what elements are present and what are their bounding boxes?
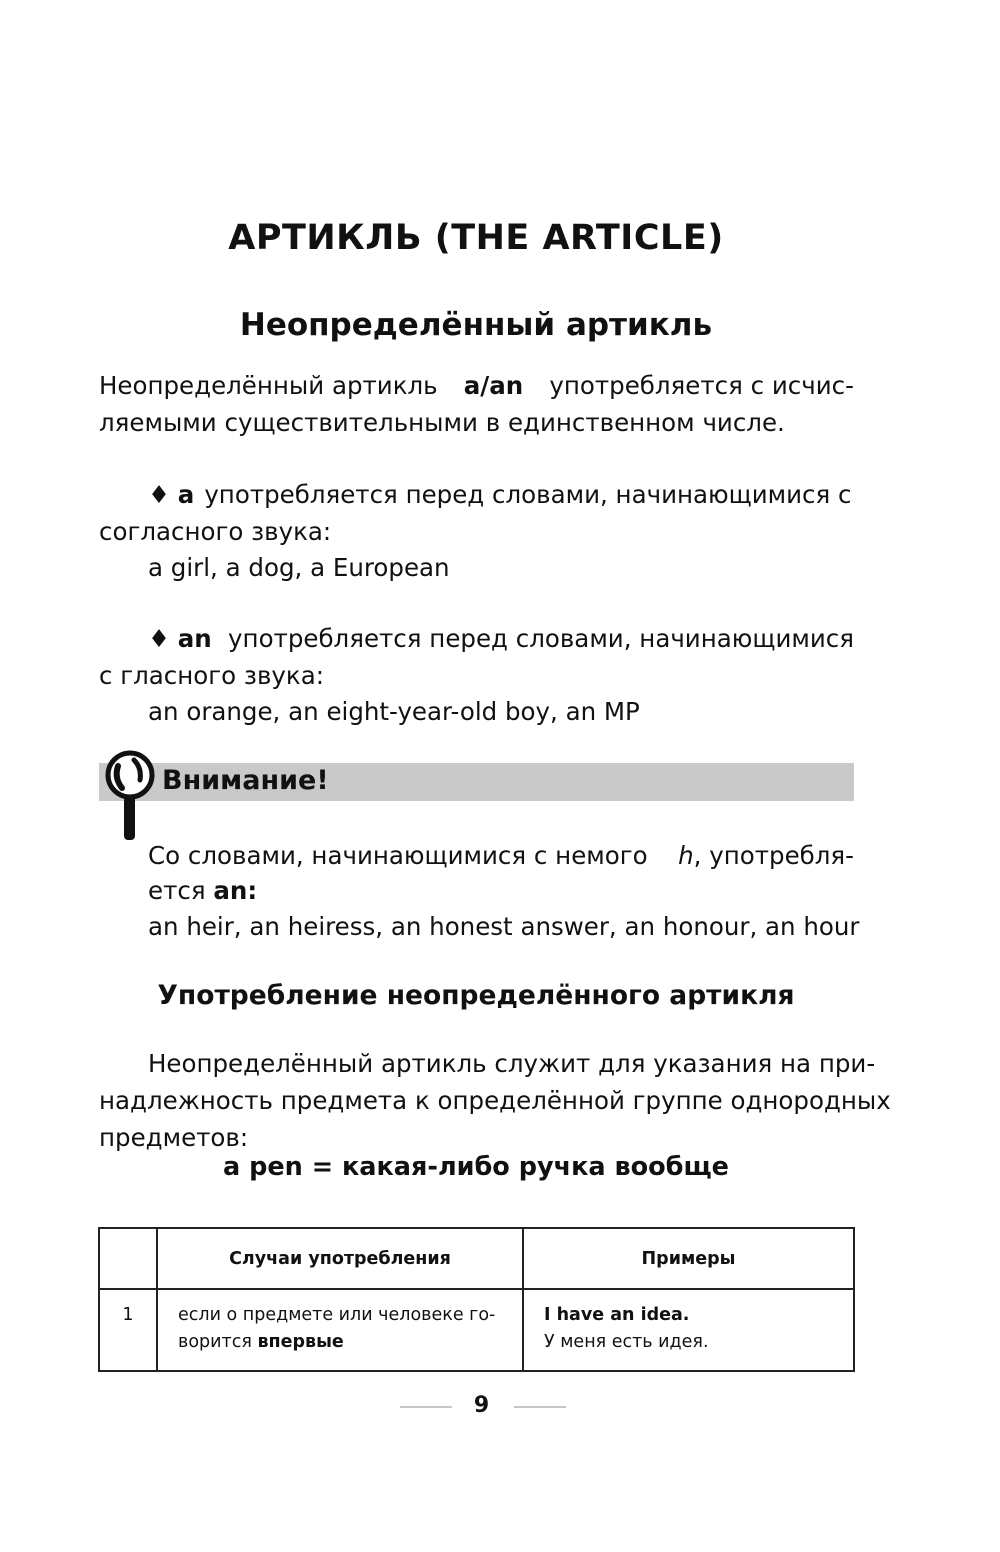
rule-an-line-2: с гласного звука: <box>99 661 324 690</box>
table-header-num <box>99 1228 157 1289</box>
rule-a-line-2: согласного звука: <box>99 517 332 546</box>
page-number: 9 <box>473 1393 490 1418</box>
usage-title: Употребление неопределённого артикля <box>157 980 795 1011</box>
usage-line-3: предметов: <box>99 1123 249 1152</box>
usage-line-1: Неопределённый артикль служит для указания на при- <box>148 1049 876 1078</box>
usage-formula: a pen = какая-либо ручка вообще <box>223 1152 729 1182</box>
rule-a-line-1: ♦ a употребляется перед словами, начинающимися с <box>148 480 852 509</box>
table-cell-case: если о предмете или человеке го- ворится впервые <box>157 1289 523 1371</box>
table-header-row <box>99 1228 854 1289</box>
attention-line-2: ется an: <box>148 876 258 905</box>
table-cell-num: 1 <box>99 1289 157 1371</box>
intro-line-1: Неопределённый артикль a/an употребляется с исчис- <box>99 371 854 400</box>
table-cell-example: I have an idea. У меня есть идея. <box>523 1289 854 1371</box>
rule-an-line-1: ♦ an употребляется перед словами, начинающимися <box>148 624 854 653</box>
intro-line-2: ляемыми существительными в единственном числе. <box>99 408 785 437</box>
rule-an-examples: an orange, an eight-year-old boy, an MP <box>148 697 640 726</box>
attention-label: Внимание! <box>162 765 329 796</box>
usage-table <box>98 1227 855 1372</box>
rule-a-examples: a girl, a dog, a European <box>148 553 450 582</box>
diamond-bullet-icon: ♦ <box>148 624 170 653</box>
attention-line-1: Со словами, начинающимися с немого h, употребля- <box>148 841 854 870</box>
diamond-bullet-icon: ♦ <box>148 480 170 509</box>
usage-line-2: надлежность предмета к определённой группе однородных <box>99 1086 891 1115</box>
table-row <box>99 1289 854 1371</box>
table-header-cases: Случаи употребления <box>157 1228 523 1289</box>
magnifier-icon <box>104 746 156 846</box>
page-title: АРТИКЛЬ (THE ARTICLE) <box>228 218 724 258</box>
table-header-examples: Примеры <box>523 1228 854 1289</box>
attention-examples: an heir, an heiress, an honest answer, an honour, an hour <box>148 912 860 941</box>
section-title: Неопределённый артикль <box>239 307 713 343</box>
